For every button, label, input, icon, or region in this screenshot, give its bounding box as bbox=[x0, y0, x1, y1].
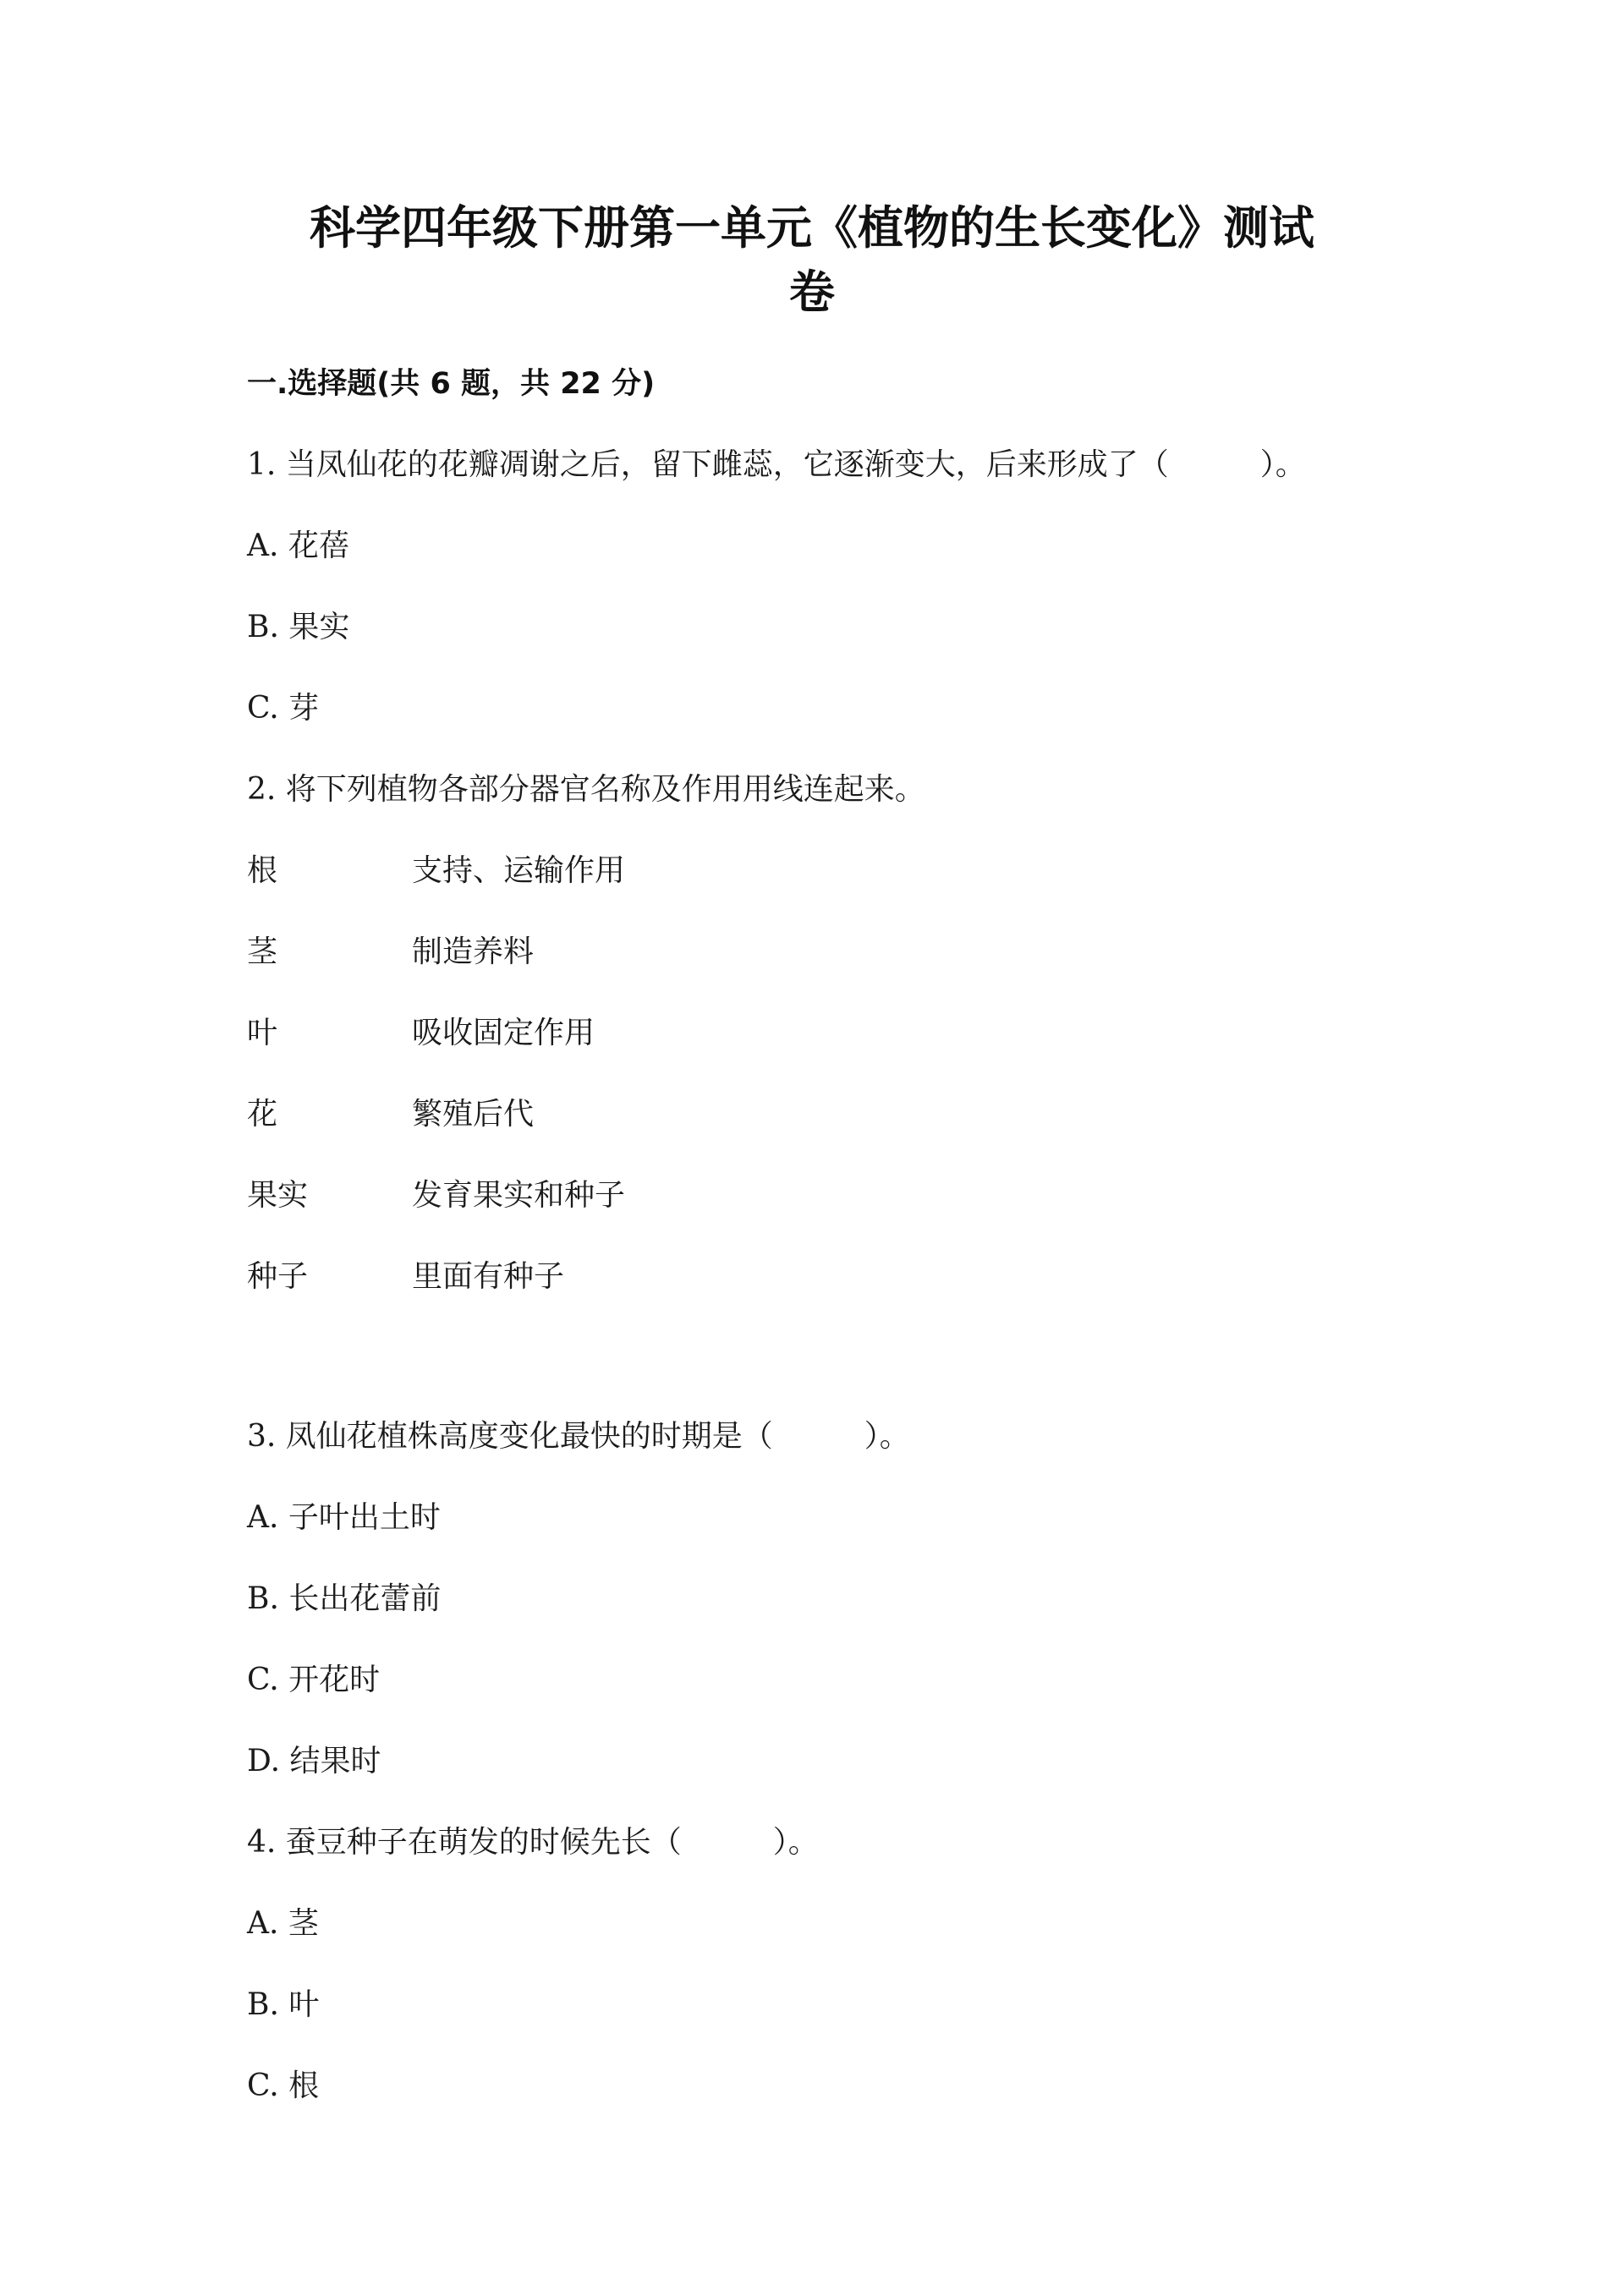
question-1-option-a: A. 花蓓 bbox=[247, 529, 349, 563]
match-organ-6: 种子 bbox=[247, 1259, 309, 1294]
question-1-option-c: C. 芽 bbox=[247, 691, 320, 726]
question-4-option-b: B. 叶 bbox=[247, 1987, 320, 2022]
question-4-option-a: A. 茎 bbox=[247, 1906, 319, 1941]
question-3-option-d: D. 结果时 bbox=[247, 1744, 381, 1778]
match-organ-2: 茎 bbox=[247, 934, 278, 969]
match-organ-5: 果实 bbox=[247, 1178, 309, 1213]
question-1-stem: 1. 当凤仙花的花瓣凋谢之后，留下雌蕊，它逐渐变大，后来形成了（ ）。 bbox=[247, 447, 1306, 482]
match-function-1: 支持、运输作用 bbox=[412, 853, 626, 888]
section-heading-choice: 一.选择题(共 6 题，共 22 分) bbox=[247, 367, 656, 401]
match-function-2: 制造养料 bbox=[412, 934, 535, 969]
match-organ-4: 花 bbox=[247, 1097, 278, 1132]
match-function-5: 发育果实和种子 bbox=[412, 1178, 626, 1213]
match-organ-3: 叶 bbox=[247, 1016, 278, 1050]
match-function-3: 吸收固定作用 bbox=[412, 1016, 595, 1050]
question-3-option-c: C. 开花时 bbox=[247, 1663, 381, 1697]
question-3-stem: 3. 凤仙花植株高度变化最快的时期是（ ）。 bbox=[247, 1419, 910, 1454]
match-organ-1: 根 bbox=[247, 853, 278, 888]
question-2-stem: 2. 将下列植物各部分器官名称及作用用线连起来。 bbox=[247, 772, 925, 807]
question-1-option-b: B. 果实 bbox=[247, 610, 350, 644]
question-4-stem: 4. 蚕豆种子在萌发的时候先长（ ）。 bbox=[247, 1825, 819, 1860]
exam-title-line-2: 卷 bbox=[789, 266, 835, 319]
question-3-option-b: B. 长出花蕾前 bbox=[247, 1581, 442, 1616]
match-function-6: 里面有种子 bbox=[412, 1259, 565, 1294]
match-function-4: 繁殖后代 bbox=[412, 1097, 535, 1132]
question-4-option-c: C. 根 bbox=[247, 2069, 320, 2103]
exam-title-line-1: 科学四年级下册第一单元《植物的生长变化》测试 bbox=[310, 201, 1314, 255]
question-3-option-a: A. 子叶出土时 bbox=[247, 1500, 441, 1535]
